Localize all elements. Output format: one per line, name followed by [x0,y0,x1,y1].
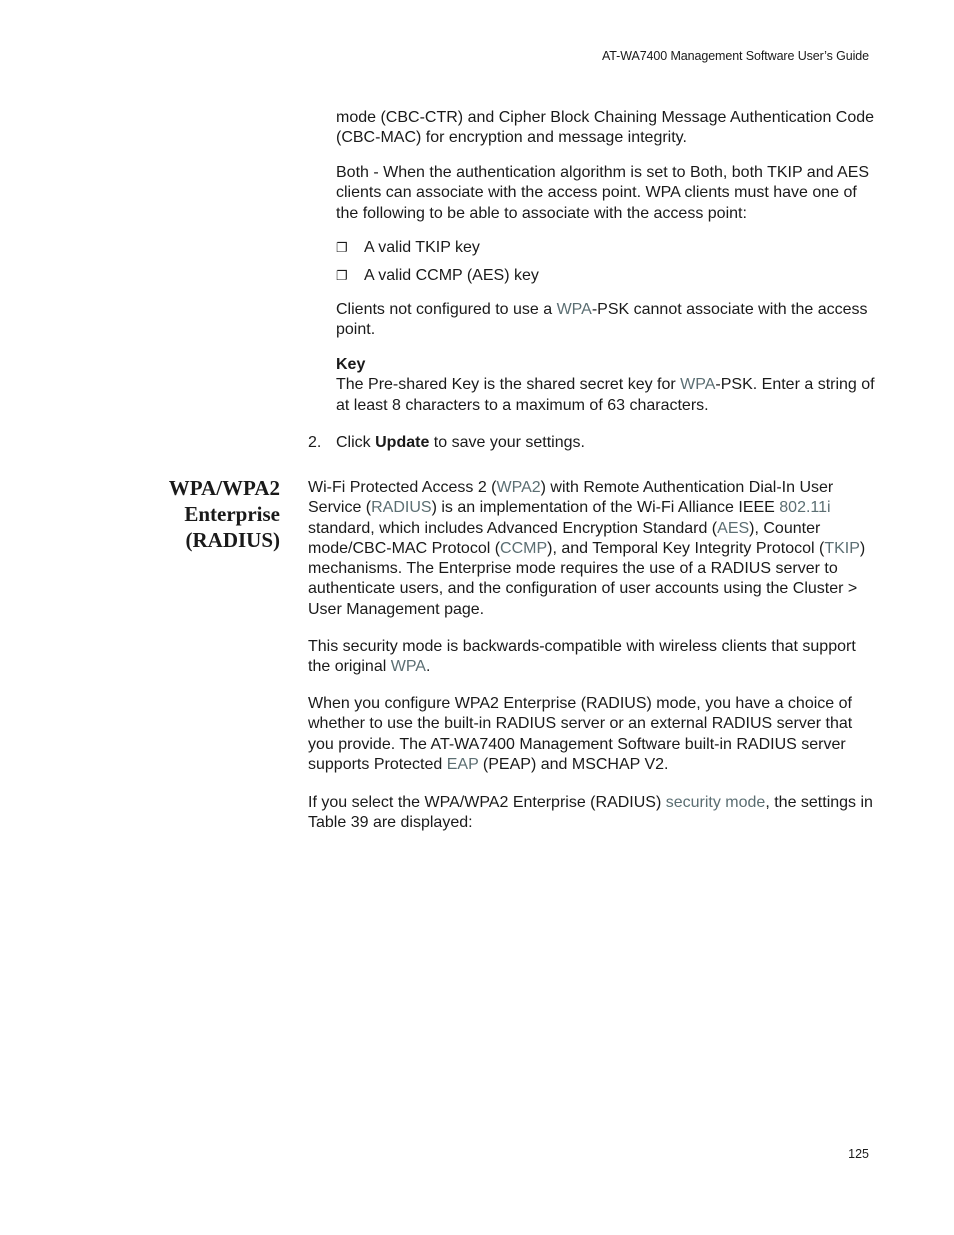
list-item: ❐ A valid CCMP (AES) key [336,267,539,284]
checkbox-bullet-icon: ❐ [336,240,348,255]
text-segment: ), Counter mode/CBC-MAC Protocol ( [308,519,821,557]
checkbox-bullet-icon: ❐ [336,268,348,283]
glossary-link-tkip[interactable]: TKIP [824,539,860,557]
running-header: AT-WA7400 Management Software User’s Guide [602,49,869,63]
list-item: ❐ A valid TKIP key [336,239,480,256]
glossary-link-aes[interactable]: AES [717,519,750,537]
glossary-link-802-11i[interactable]: 802.11i [779,499,831,517]
text-segment: ) is an implementation of the Wi-Fi Alliance IEEE [431,499,780,517]
glossary-link-wpa2[interactable]: WPA2 [496,479,541,496]
glossary-link-security-mode[interactable]: security mode [665,794,766,811]
step-2: 2. Click Update to save your settings. [308,433,868,453]
text-segment: ) mechanisms. The Enterprise mode requires the use of a RADIUS server to authenticate users, and the configuration of user accounts using the Cluster > User Management page. [308,539,866,618]
section-heading-wpa-enterprise: WPA/WPA2 Enterprise (RADIUS) [168,476,280,552]
glossary-link-wpa[interactable]: WPA [680,376,716,394]
paragraph-cbc-mac: mode (CBC-CTR) and Cipher Block Chaining Message Authentication Code (CBC-MAC) for encryption and message integrity. [336,109,875,147]
text-segment: ) with Remote Authentication Dial-In User Service ( [308,479,834,517]
page-number: 125 [848,1147,869,1161]
glossary-link-ccmp[interactable]: CCMP [500,539,548,557]
key-heading: Key [336,356,366,373]
paragraph-clients-psk: Clients not configured to use a WPA-PSK cannot associate with the access point. [336,301,868,339]
paragraph-backwards-compatible: This security mode is backwards-compatible with wireless clients that support the original WPA. [308,638,856,676]
step-number: 2. [308,434,322,451]
paragraph-wpa2-intro [308,478,878,620]
text-segment: Wi-Fi Protected Access 2 ( [308,479,497,496]
glossary-link-eap[interactable]: EAP [446,755,479,773]
paragraph-both: Both - When the authentication algorithm is set to Both, both TKIP and AES clients can associate with the access point. WPA clients must have one of the following to be able to associate with the access point: [336,164,870,222]
text-segment: ), and Temporal Key Integrity Protocol ( [547,539,825,557]
paragraph-table-39: If you select the WPA/WPA2 Enterprise (RADIUS) security mode, the settings in Table 39 are displayed: [308,794,873,832]
text-segment: standard, which includes Advanced Encryption Standard ( [308,519,718,537]
glossary-link-radius[interactable]: RADIUS [371,499,432,517]
paragraph-radius-choice: When you configure WPA2 Enterprise (RADIUS) mode, you have a choice of whether to use the built-in RADIUS server or an external RADIUS server that you provide. The AT-WA7400 Management Software built-in RADIUS server supports Protected EAP (PEAP) and MSCHAP V2. [308,695,853,773]
glossary-link-wpa[interactable]: WPA [556,301,592,318]
glossary-link-wpa[interactable]: WPA [390,658,426,676]
key-definition: Key The Pre-shared Key is the shared secret key for WPA-PSK. Enter a string of at least 8 characters to a maximum of 63 characters. [336,356,875,414]
